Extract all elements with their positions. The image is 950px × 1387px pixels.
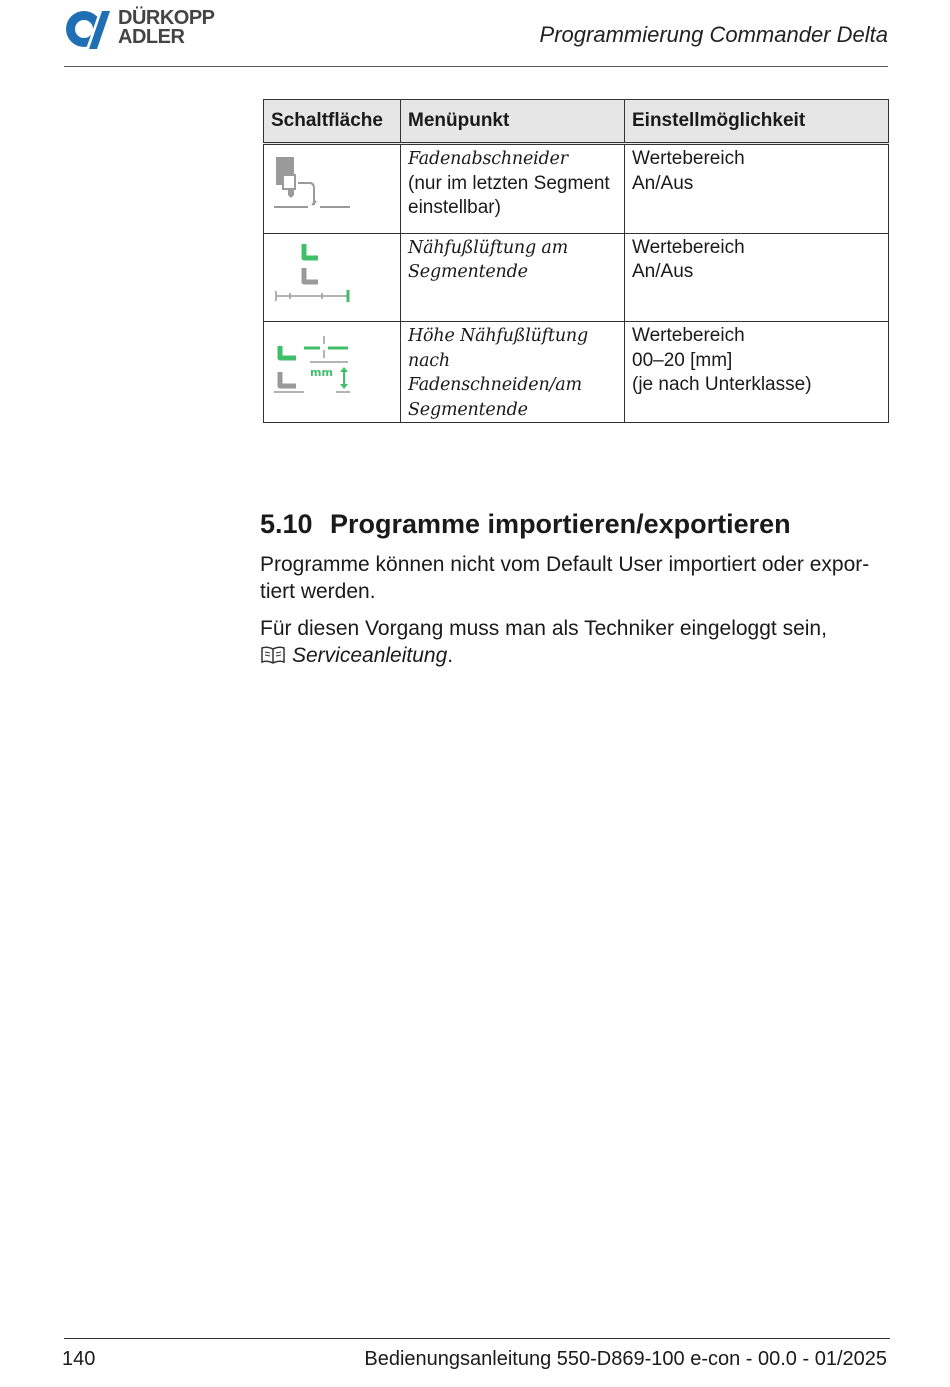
menu-item-name: Fadenschneiden/am (408, 375, 582, 395)
paragraph-end: . (447, 644, 454, 667)
brand-logo-icon (64, 9, 116, 49)
setting-label: Wertebereich (632, 325, 745, 346)
menu-item-name: Segmentende (408, 399, 528, 420)
presser-foot-height-icon[interactable] (264, 322, 354, 402)
brand-logo (64, 9, 234, 51)
setting-value: 00–20 [mm] (632, 349, 733, 371)
button-cell (264, 233, 401, 322)
table-row (264, 144, 889, 234)
table-row (264, 233, 889, 322)
column-header-setting: Einstellmöglichkeit (625, 100, 889, 144)
paragraph (260, 615, 890, 669)
paragraph-line: Programme können nicht vom Default User importiert oder expor- (260, 553, 870, 576)
menu-item-name: Fadenabschneider (408, 149, 568, 169)
table-header-row (264, 100, 889, 144)
menu-item-note: (nur im letzten Segment (408, 172, 610, 194)
section-title: Programme importieren/exportieren (330, 509, 791, 539)
paragraph (260, 551, 890, 605)
section-number: 5.10 (260, 509, 313, 539)
setting-label: Wertebereich (632, 236, 745, 258)
column-header-menu-item: Menüpunkt (401, 100, 625, 144)
brand-name (118, 9, 215, 47)
paragraph-reference-line (260, 642, 890, 669)
menu-item-cell (401, 233, 625, 322)
menu-item-cell (401, 144, 625, 234)
presser-foot-lift-icon[interactable] (264, 234, 354, 314)
menu-item-name: Höhe Nähfußlüftung nach (408, 326, 588, 371)
paragraph-line: tiert werden. (260, 580, 376, 603)
service-manual-reference[interactable]: Serviceanleitung (292, 644, 448, 667)
settings-table (263, 99, 889, 423)
setting-value: An/Aus (632, 172, 694, 194)
section-heading (260, 509, 791, 540)
header-divider (64, 66, 888, 67)
footer-document-id: Bedienungsanleitung 550-D869-100 e-con - 00.0 - 01/2025 (364, 1348, 887, 1370)
setting-label: Wertebereich (632, 148, 745, 169)
menu-item-note: einstellbar) (408, 197, 501, 218)
button-cell (264, 144, 401, 234)
setting-cell (625, 322, 889, 423)
column-header-button: Schaltfläche (264, 100, 401, 144)
unit-label: mm (310, 366, 333, 379)
page-number: 140 (62, 1348, 96, 1370)
menu-item-cell (401, 322, 625, 423)
brand-line-1: DÜRKOPP (118, 7, 215, 29)
paragraph-line: Für diesen Vorgang muss man als Techniker eingeloggt sein, (260, 617, 827, 640)
setting-cell (625, 144, 889, 234)
setting-note: (je nach Unterklasse) (632, 374, 812, 395)
setting-value: An/Aus (632, 261, 694, 282)
thread-cutter-icon[interactable] (264, 145, 354, 225)
setting-cell (625, 233, 889, 322)
menu-item-name: Nähfußlüftung am (408, 237, 568, 258)
button-cell (264, 322, 401, 423)
header-title: Programmierung Commander Delta (539, 22, 888, 47)
book-icon (260, 645, 286, 665)
footer-divider (64, 1338, 890, 1339)
table-row (264, 322, 889, 423)
brand-line-2: ADLER (118, 26, 185, 48)
menu-item-name: Segmentende (408, 262, 528, 282)
